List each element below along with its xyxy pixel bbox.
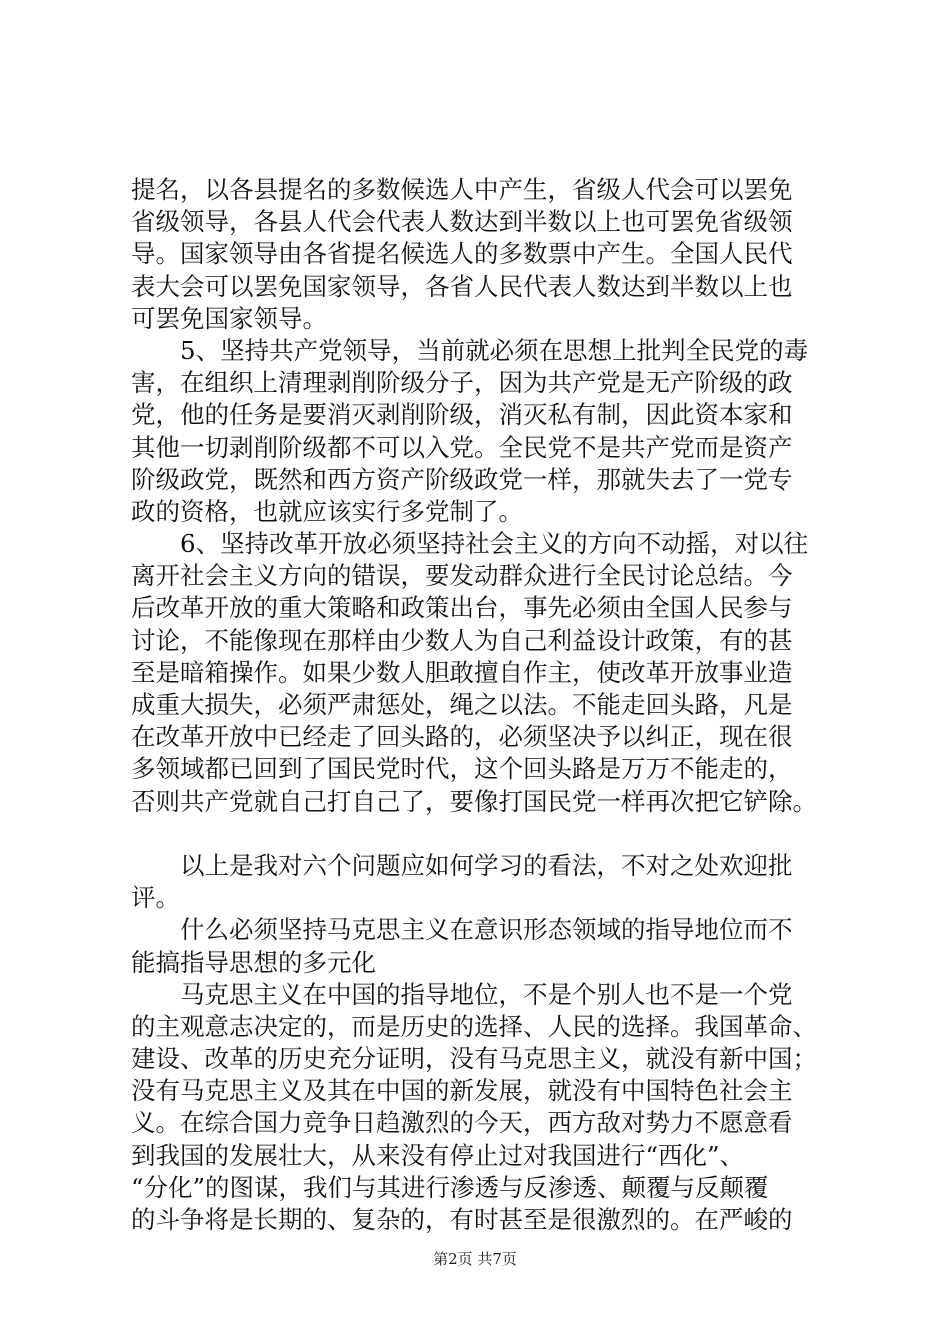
text-line: 的斗争将是长期的、复杂的，有时甚至是很激烈的。在严峻的 [131, 1205, 793, 1234]
text-line: 在改革开放中已经走了回头路的，必须坚决予以纠正，现在很 [131, 722, 793, 752]
text-line: 的主观意志决定的，而是历史的选择、人民的选择。我国革命、 [131, 1011, 817, 1041]
section-heading-line: 能搞指导思想的多元化 [131, 947, 376, 977]
text-line: 义。在综合国力竞争日趋激烈的今天，西方敌对势力不愿意看 [131, 1108, 793, 1138]
document-body [131, 174, 831, 1236]
text-line: 导。国家领导由各省提名候选人的多数票中产生。全国人民代 [131, 239, 793, 269]
text-line: 没有马克思主义及其在中国的新发展，就没有中国特色社会主 [131, 1076, 793, 1106]
text-line: 到我国的发展壮大，从来没有停止过对我国进行“西化”、 [131, 1140, 745, 1170]
text-line: 其他一切剥削阶级都不可以入党。全民党不是共产党而是资产 [131, 432, 793, 462]
text-line: 表大会可以罢免国家领导，各省人民代表人数达到半数以上也 [131, 271, 793, 301]
text-line: 离开社会主义方向的错误，要发动群众进行全民讨论总结。今 [131, 561, 793, 591]
text-line: 评。 [131, 883, 180, 913]
paragraph-start-line: 6、坚持改革开放必须坚持社会主义的方向不动摇，对以往 [180, 529, 809, 559]
paragraph-start-line: 马克思主义在中国的指导地位，不是个别人也不是一个党 [180, 979, 793, 1009]
text-line: 省级领导，各县人代会代表人数达到半数以上也可罢免省级领 [131, 207, 793, 237]
section-heading-line: 什么必须坚持马克思主义在意识形态领域的指导地位而不 [180, 915, 793, 945]
text-line: 建设、改革的历史充分证明，没有马克思主义，就没有新中国； [131, 1044, 817, 1074]
text-line: 讨论，不能像现在那样由少数人为自己利益设计政策，有的甚 [131, 625, 793, 655]
text-line: “分化”的图谋，我们与其进行渗透与反渗透、颠覆与反颠覆 [131, 1172, 769, 1202]
page-number-footer: 第2页 共7页 [433, 1250, 517, 1268]
paragraph-start-line: 5、坚持共产党领导，当前就必须在思想上批判全民党的毒 [180, 335, 809, 365]
text-line: 政的资格，也就应该实行多党制了。 [131, 496, 523, 526]
text-line: 可罢免国家领导。 [131, 303, 327, 333]
text-line: 多领域都已回到了国民党时代，这个回头路是万万不能走的， [131, 754, 793, 784]
text-line: 后改革开放的重大策略和政策出台，事先必须由全国人民参与 [131, 593, 793, 623]
text-line: 否则共产党就自己打自己了，要像打国民党一样再次把它铲除。 [131, 786, 817, 816]
text-line: 害，在组织上清理剥削阶级分子，因为共产党是无产阶级的政 [131, 368, 793, 398]
text-line: 阶级政党，既然和西方资产阶级政党一样，那就失去了一党专 [131, 464, 793, 494]
text-line: 提名，以各县提名的多数候选人中产生，省级人代会可以罢免 [131, 175, 793, 204]
text-line: 成重大损失，必须严肃惩处，绳之以法。不能走回头路，凡是 [131, 690, 793, 719]
paragraph-start-line: 以上是我对六个问题应如何学习的看法，不对之处欢迎批 [180, 850, 793, 880]
paragraph-gap [131, 818, 831, 850]
text-line: 至是暗箱操作。如果少数人胆敢擅自作主，使改革开放事业造 [131, 657, 793, 687]
text-line: 党，他的任务是要消灭剥削阶级，消灭私有制，因此资本家和 [131, 400, 793, 430]
